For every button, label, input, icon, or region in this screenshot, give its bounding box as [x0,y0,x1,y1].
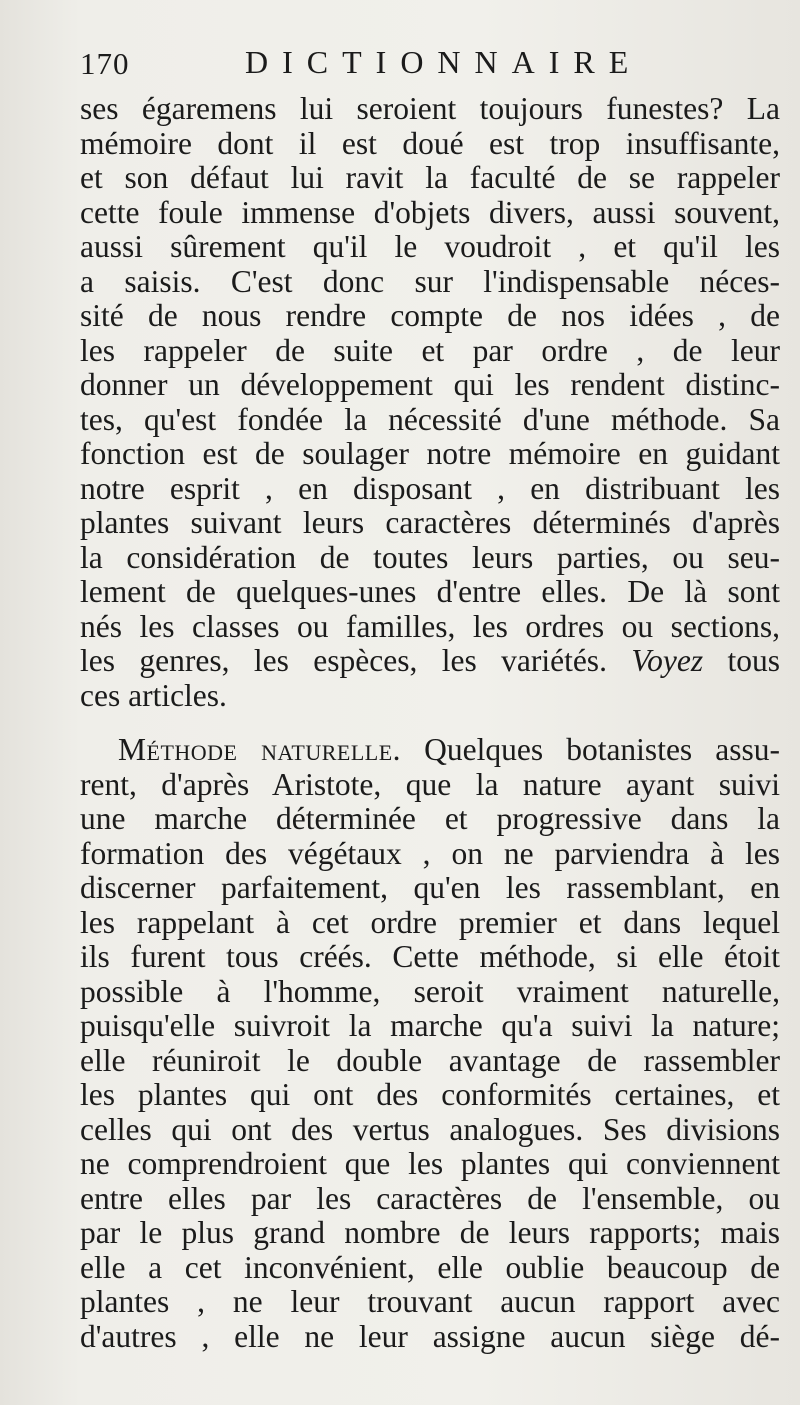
text-line: sité de nous rendre compte de nos idées , de [80,298,780,333]
text-line: fonction est de soulager notre mémoire en guidant [80,436,780,471]
text-segment: les genres, les espèces, les variétés. [80,643,607,678]
page-number: 170 [80,46,130,81]
text-line: cette foule immense d'objets divers, aussi souvent, [80,194,780,230]
text-line: tes, qu'est fondée la nécessité d'une méthode. Sa [80,401,780,437]
text-line: rent, d'après Aristote, que la nature ayant suivi [80,766,780,802]
text-line: discerner parfaitement, qu'en les rassemblant, en [80,870,780,905]
text-line: les plantes qui ont des conformités certaines, et [80,1077,780,1112]
text-line: notre esprit , en disposant , en distribuant les [80,470,780,506]
text-line [80,644,780,679]
text-line: possible à l'homme, seroit vraiment naturelle, [80,973,780,1009]
body-text [80,92,780,1354]
running-header [80,44,780,84]
text-line: formation des végétaux , on ne parviendra à les [80,835,780,871]
entry-heading: Méthode naturelle. [118,732,402,767]
text-line: puisqu'elle suivroit la marche qu'a suivi la nature; [80,1008,780,1043]
text-segment: tous [727,643,781,678]
text-line: a saisis. C'est donc sur l'indispensable néces- [80,263,780,299]
paragraph-2 [80,733,780,1354]
text-line: elle a cet inconvénient, elle oublie beaucoup de [80,1249,780,1285]
text-line: ils furent tous créés. Cette méthode, si elle étoit [80,939,780,974]
paragraph-gap [80,713,780,733]
text-line: plantes suivant leurs caractères déterminés d'après [80,505,780,540]
text-line: d'autres , elle ne leur assigne aucun siège dé- [80,1318,780,1354]
text-line: celles qui ont des vertus analogues. Ses divisions [80,1111,780,1147]
text-line: aussi sûrement qu'il le voudroit , et qu'il les [80,229,780,264]
text-line: donner un développement qui les rendent distinc- [80,367,780,402]
text-line: lement de quelques-unes d'entre elles. De là sont [80,574,780,609]
text-line: elle réuniroit le double avantage de rassembler [80,1042,780,1078]
text-line: les rappeler de suite et par ordre , de leur [80,332,780,368]
text-line: la considération de toutes leurs parties, ou seu- [80,539,780,575]
text-line: entre elles par les caractères de l'ensemble, ou [80,1180,780,1216]
cross-reference: Voyez [631,643,704,678]
text-line: et son défaut lui ravit la faculté de se rappeler [80,160,780,195]
text-line: nés les classes ou familles, les ordres ou sections, [80,608,780,644]
text-line: ses égaremens lui seroient toujours funestes? La [80,91,780,126]
text-line: les rappelant à cet ordre premier et dans lequel [80,904,780,940]
text-line [80,733,780,768]
text-line: ne comprendroient que les plantes qui conviennent [80,1146,780,1181]
running-title: DICTIONNAIRE [245,44,643,80]
text-line: mémoire dont il est doué est trop insuffisante, [80,125,780,161]
text-line: par le plus grand nombre de leurs rapports; mais [80,1215,780,1250]
text-line: une marche déterminée et progressive dans la [80,801,780,836]
text-segment: Quelques botanistes assu- [424,732,781,767]
text-line: plantes , ne leur trouvant aucun rapport avec [80,1284,780,1319]
text-line: ces articles. [80,677,227,713]
paragraph-1 [80,92,780,713]
